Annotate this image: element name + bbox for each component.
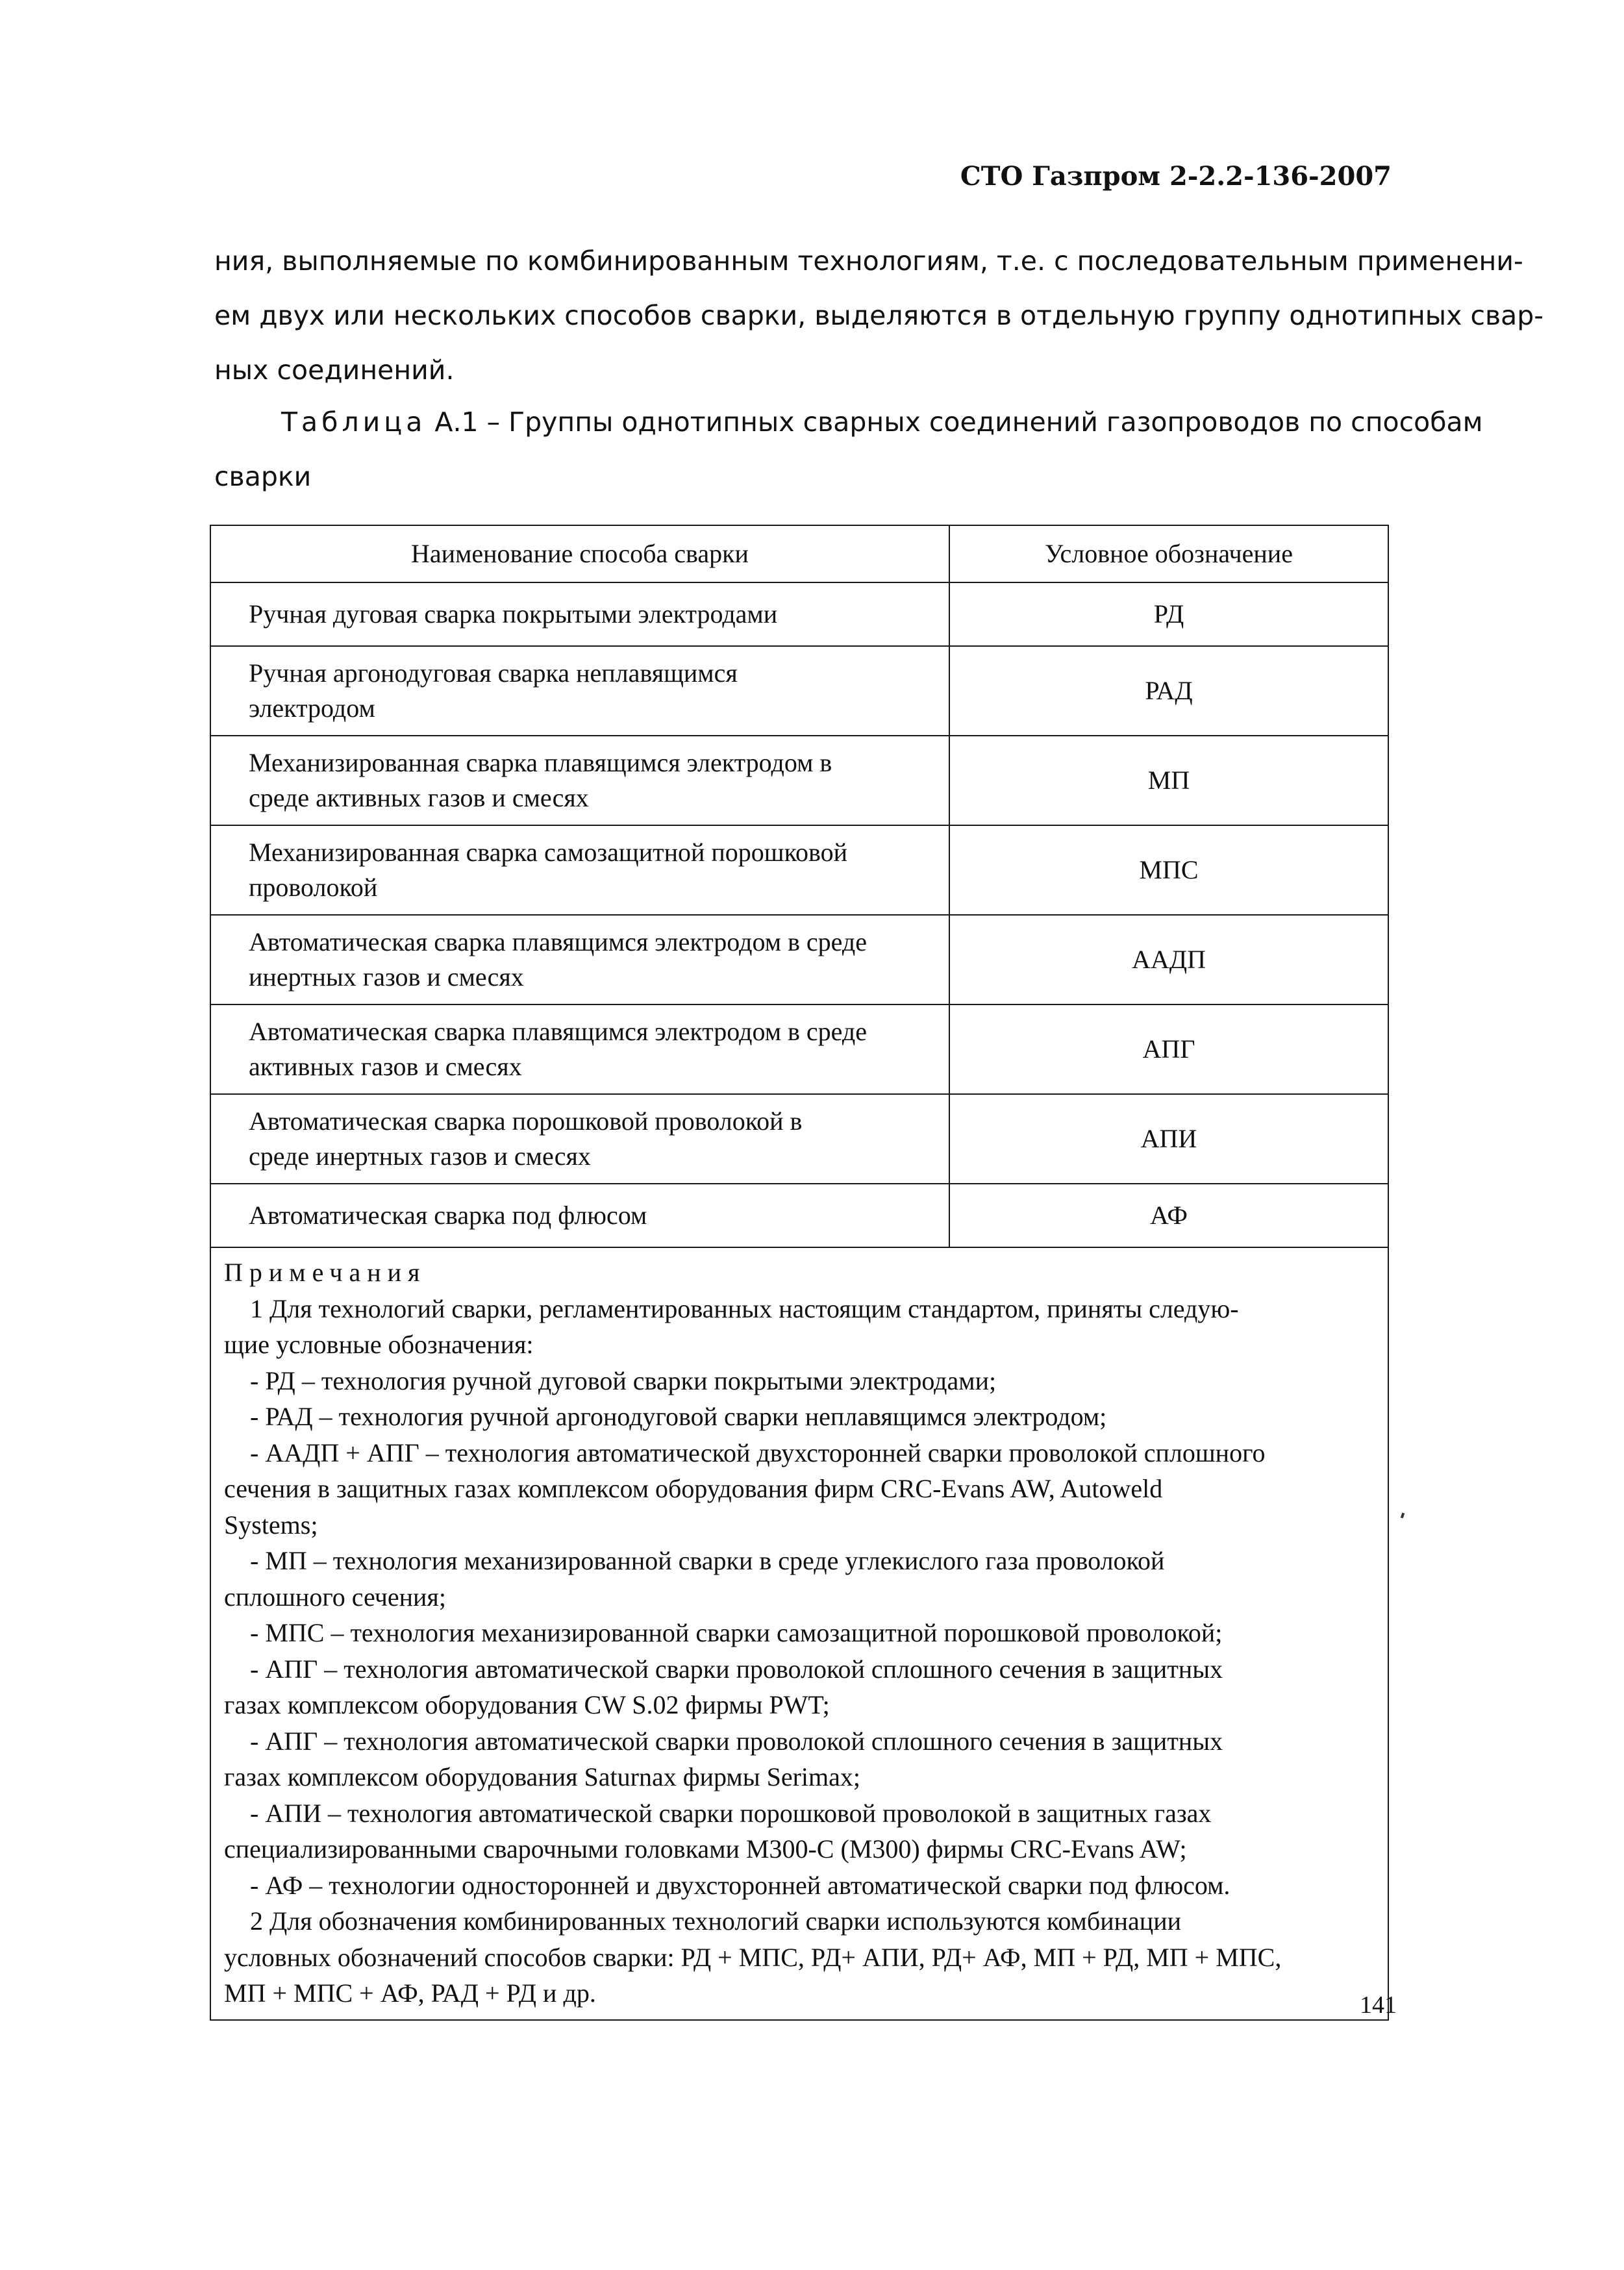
table-row [210,1094,1388,1184]
method-line: Автоматическая сварка порошковой проволокой в [249,1106,803,1136]
note-line: - АФ – технологии односторонней и двухсторонней автоматической сварки под флюсом. [250,1870,1230,1900]
method-code: АПГ [949,1004,1388,1094]
method-line: активных газов и смесях [249,1052,522,1081]
note-line: специализированными сварочными головками М300-С (М300) фирмы CRC-Evans AW; [224,1834,1187,1864]
note-line: 1 Для технологий сварки, регламентированных настоящим стандартом, приняты следую- [250,1293,1239,1323]
notes-cell [210,1247,1388,2020]
caption-line: сварки [214,461,312,492]
note-line: 2 Для обозначения комбинированных технологий сварки используются комбинации [250,1906,1182,1936]
table-row [210,825,1388,915]
method-line: электродом [249,693,375,723]
intro-paragraph [214,234,1544,397]
header-method: Наименование способа сварки [210,525,949,582]
method-name [210,915,949,1004]
welding-methods-table [210,525,1389,2021]
method-line: Механизированная сварка самозащитной порошковой [249,838,848,867]
method-name [210,582,949,646]
table-row [210,646,1388,736]
note-line: щие условные обозначения: [224,1330,534,1359]
intro-line: ния, выполняемые по комбинированным технологиям, т.е. с последовательным применени- [214,245,1523,277]
note-line: - АПГ – технология автоматической сварки проволокой сплошного сечения в защитных [250,1654,1223,1684]
note-line: газах комплексом оборудования Saturnax фирмы Serimax; [224,1762,861,1791]
note-line: Systems; [224,1510,318,1540]
table-row [210,736,1388,825]
table-row [210,915,1388,1004]
table-caption [214,395,1483,504]
note-line: - РД – технология ручной дуговой сварки покрытыми электродами; [250,1366,997,1395]
scan-mark [1401,1513,1405,1519]
method-line: Ручная дуговая сварка покрытыми электродами [249,599,778,629]
table-row [210,1004,1388,1094]
note-line: сплошного сечения; [224,1582,446,1612]
method-line: среде активных газов и смесях [249,783,589,812]
method-line: среде инертных газов и смесях [249,1141,591,1171]
intro-line: ных соединений. [214,355,455,386]
table-row [210,1184,1388,1247]
method-name [210,1004,949,1094]
method-name [210,646,949,736]
notes-lines [224,1291,1382,2012]
method-name [210,1184,949,1247]
intro-line: ем двух или нескольких способов сварки, выделяются в отдельную группу однотипных свар- [214,300,1544,331]
note-line: - ААДП + АПГ – технология автоматической двухсторонней сварки проволокой сплошного [250,1438,1266,1467]
method-line: Автоматическая сварка плавящимся электродом в среде [249,927,867,956]
method-code: МПС [949,825,1388,915]
method-code: АПИ [949,1094,1388,1184]
method-line: Ручная аргонодуговая сварка неплавящимся [249,658,738,688]
method-name [210,1094,949,1184]
method-line: Автоматическая сварка под флюсом [249,1201,647,1230]
method-code: МП [949,736,1388,825]
method-name [210,825,949,915]
note-line: - РАД – технология ручной аргонодуговой сварки неплавящимся электродом; [250,1402,1107,1431]
note-line: - МПС – технология механизированной сварки самозащитной порошковой проволокой; [250,1618,1223,1647]
note-line: - АПИ – технология автоматической сварки порошковой проволокой в защитных газах [250,1798,1212,1828]
note-line: МП + МПС + АФ, РАД + РД и др. [224,1978,596,2008]
document-header: СТО Газпром 2-2.2-136-2007 [960,161,1392,192]
method-line: проволокой [249,873,378,902]
method-code: РД [949,582,1388,646]
method-name [210,736,949,825]
caption-title: А.1 – Группы однотипных сварных соединений газопроводов по способам [434,406,1483,438]
caption-table-word: Таблица [281,406,427,438]
method-code: РАД [949,646,1388,736]
caption-line [214,395,1483,449]
method-line: Автоматическая сварка плавящимся электродом в среде [249,1017,867,1046]
note-line: - АПГ – технология автоматической сварки проволокой сплошного сечения в защитных [250,1726,1223,1756]
method-line: инертных газов и смесях [249,962,524,992]
notes-title: Примечания [224,1258,427,1287]
table-header-row [210,525,1388,582]
note-line: - МП – технология механизированной сварки в среде углекислого газа проволокой [250,1546,1165,1575]
note-line: газах комплексом оборудования CW S.02 фирмы PWT; [224,1690,830,1719]
method-code: АФ [949,1184,1388,1247]
table-row [210,582,1388,646]
notes-row [210,1247,1388,2020]
note-line: условных обозначений способов сварки: РД + МПС, РД+ АПИ, РД+ АФ, МП + РД, МП + МПС, [224,1942,1282,1972]
header-code: Условное обозначение [949,525,1388,582]
method-line: Механизированная сварка плавящимся электродом в [249,748,832,777]
note-line: сечения в защитных газах комплексом оборудования фирм CRC-Evans AW, Autoweld [224,1474,1163,1503]
page-number: 141 [1360,1991,1397,2019]
method-code: ААДП [949,915,1388,1004]
